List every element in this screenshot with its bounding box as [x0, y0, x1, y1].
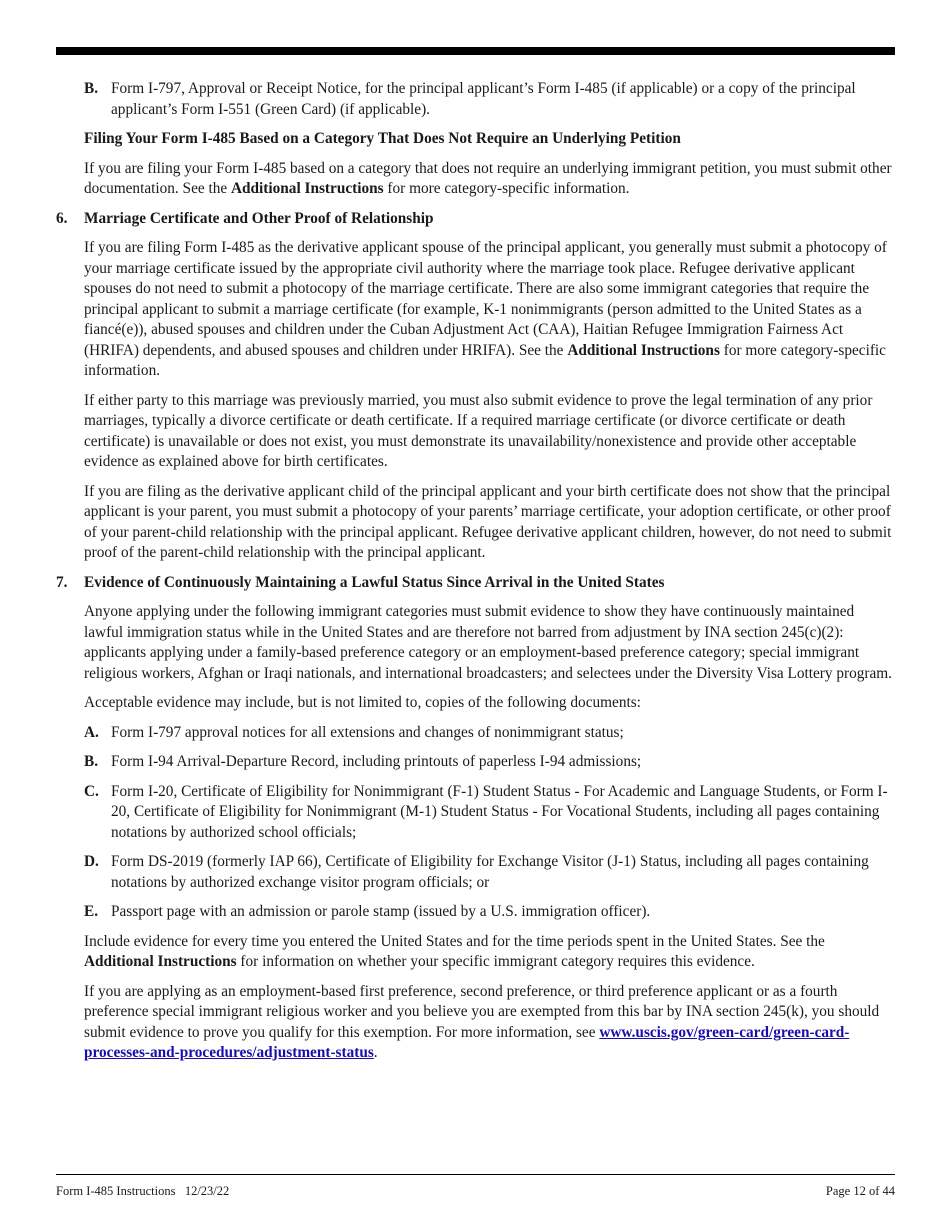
item-letter: C. [84, 782, 99, 800]
item-text: Form DS-2019 (formerly IAP 66), Certificate of Eligibility for Exchange Visitor (J-1) Status, including all pages containing notations by authorized exchange visitor program officials; or [111, 853, 869, 891]
paragraph-marriage-1: If you are filing Form I-485 as the derivative applicant spouse of the principal applicant, you generally must submit a photocopy of your marriage certificate issued by the appropriate civil authority where the marriage took place. Refugee derivative applicant spouses do not need to submit a photocopy of the marriage certificate. There are also some immigrant categories that require the principal applicant to submit a marriage certificate (for example, K-1 nonimmigrants (person admitted to the United States as a fiancé(e)), abused spouses and children under the Cuban Adjustment Act (CAA), Haitian Refugee Immigration Fairness Act (HRIFA) dependents, and abused spouses and children under HRIFA). See the Additional Instructions for more category-specific information. [84, 239, 887, 379]
footer-rule [56, 1174, 895, 1175]
list-item [56, 79, 896, 120]
section-heading-7 [56, 573, 896, 594]
item-letter: E. [84, 903, 99, 920]
item-text: Form I-20, Certificate of Eligibility for Nonimmigrant (F-1) Student Status - For Academic and Language Students, or Form I-20, Certificate of Eligibility for Nonimmigrant (M-1) Student Status - For Vocational Students, including all pages containing notations by authorized school officials; [111, 782, 888, 841]
paragraph-lawful-status-2: Acceptable evidence may include, but is not limited to, copies of the following documents: [84, 694, 641, 711]
paragraph-no-petition: If you are filing your Form I-485 based on a category that does not require an underlying immigrant petition, you must submit other documentation. See the Additional Instructions for more category-specific information. [84, 159, 892, 197]
section-heading-6 [56, 209, 896, 230]
uscis-adjustment-status-link[interactable]: www.uscis.gov/green-card/green-card-processes-and-procedures/adjustment-status [84, 1023, 850, 1061]
item-text: Form I-94 Arrival-Departure Record, including printouts of paperless I-94 admissions; [111, 753, 642, 770]
item-text: Form I-797, Approval or Receipt Notice, for the principal applicant’s Form I-485 (if applicable) or a copy of the principal applicant’s Form I-551 (Green Card) (if applicable). [111, 80, 856, 118]
footer-form-name: Form I-485 Instructions [56, 1184, 176, 1198]
item-letter: B. [84, 753, 99, 770]
item-text: Form I-797 approval notices for all extensions and changes of nonimmigrant status; [111, 723, 624, 741]
document-body [56, 79, 896, 1073]
header-rule [56, 47, 895, 55]
footer-date: 12/23/22 [184, 1184, 230, 1198]
list-item [56, 782, 896, 844]
paragraph-lawful-status-3: Include evidence for every time you entered the United States and for the time periods spent in the United States. See the Additional Instructions for information on whether your specific immigrant category requires this evidence. [84, 932, 825, 970]
list-item [56, 723, 896, 744]
item-text: Passport page with an admission or parole stamp (issued by a U.S. immigration officer). [111, 903, 651, 920]
item-letter: B. [84, 80, 99, 97]
section-title: Marriage Certificate and Other Proof of Relationship [84, 209, 434, 227]
list-item [56, 852, 896, 893]
footer-page-number: Page 12 of 44 [825, 1184, 895, 1198]
paragraph-lawful-status-4: If you are applying as an employment-based first preference, second preference, or third preference applicant or as a fourth preference special immigrant religious worker and you believe you are exempted from this bar by INA section 245(k), you should submit evidence to prove you qualify for this exemption. For more information, see www.uscis.gov/green-card/green-card-processes-and-procedures/adjustment-status. [84, 982, 880, 1061]
section-number: 6. [56, 209, 68, 227]
section-title: Evidence of Continuously Maintaining a Lawful Status Since Arrival in the United States [84, 573, 665, 591]
paragraph-lawful-status-1: Anyone applying under the following immigrant categories must submit evidence to show they have continuously maintained lawful immigration status while in the United States and are therefore not barred from adjustment by INA section 245(c)(2): applicants applying under a family-based preference category or an employment-based preference category; special immigrant religious workers, Afghan or Iraqi nationals, and international broadcasters; and selectees under the Diversity Visa Lottery program. [84, 603, 893, 682]
list-item [56, 752, 896, 773]
paragraph-marriage-3: If you are filing as the derivative applicant child of the principal applicant and your birth certificate does not show that the principal applicant is your parent, you must submit a photocopy of your parents’ marriage certificate, your adoption certificate, or other proof of your parent-child relationship with the principal applicant. Refugee derivative applicant children, however, do not need to submit proof of the parent-child relationship with the principal applicant. [84, 482, 892, 561]
item-letter: A. [84, 723, 99, 741]
subheading-no-petition: Filing Your Form I-485 Based on a Category That Does Not Require an Underlying Petition [84, 130, 681, 147]
item-letter: D. [84, 853, 99, 870]
list-item [56, 902, 896, 923]
footer-form-info [56, 1183, 229, 1199]
section-number: 7. [56, 573, 68, 591]
paragraph-marriage-2: If either party to this marriage was previously married, you must also submit evidence to prove the legal termination of any prior marriages, typically a divorce certificate or death certificate. If a required marriage certificate (or divorce certificate or death certificate) is unavailable or does not exist, you must demonstrate its unavailability/nonexistence and provide other acceptable evidence as explained above for birth certificates. [84, 391, 873, 470]
